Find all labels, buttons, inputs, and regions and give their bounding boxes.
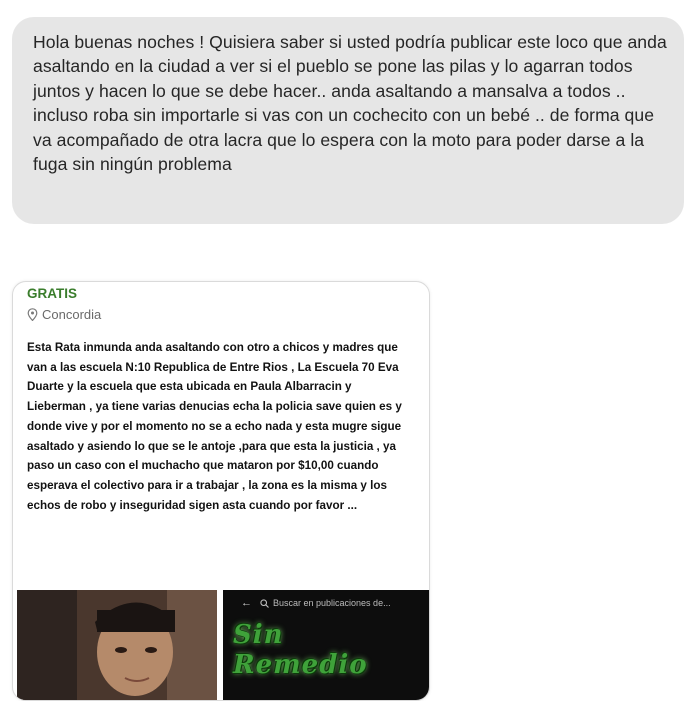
group-logo-text: Sin Remedio — [233, 620, 368, 680]
listing-description: Esta Rata inmunda anda asaltando con otro a chicos y madres que van a las escuela N:10 Republica de Entre Rios , La Escuela 70 Eva Duarte y la escuela que esta ubicada en Paula Albarracin y Lieberman , ya tiene varias denucias echa la policia save quien es y donde vive y por el momento no se a echo nada y esta mugre sigue asaltado y asiendo lo que se le antoje ,para que esta la justicia , ya paso un caso con el muchacho que mataron por $10,00 cuando esperava el colectivo para ir a trabajar , la zona es la misma y los echos de robo y inseguridad sigen asta cuando por favor ... — [27, 340, 402, 512]
listing-location-label: Concordia — [42, 307, 102, 322]
group-logo — [233, 620, 423, 680]
listing-photo[interactable] — [17, 590, 217, 701]
map-pin-icon — [27, 308, 38, 321]
screenshot-search-bar — [241, 597, 391, 609]
facebook-group-screenshot[interactable] — [223, 590, 429, 701]
marketplace-listing-card[interactable] — [12, 281, 430, 701]
message-text: Hola buenas noches ! Quisiera saber si usted podría publicar este loco que anda asaltando en la ciudad a ver si el pueblo se pone las pilas y lo agarran todos juntos y hacen lo que se debe hacer.. anda asaltando a mansalva a todos .. incluso roba sin importarle si vas con un cochecito con un bebé .. de forma que va acompañado de otra lacra que lo espera con la moto para poder darse a la fuga sin ningún problema — [33, 32, 667, 175]
listing-location — [27, 307, 101, 322]
listing-price: GRATIS — [27, 286, 77, 301]
back-arrow-icon: ← — [241, 597, 252, 609]
message-bubble — [12, 17, 684, 224]
search-icon — [260, 599, 269, 608]
person-photo-image — [17, 590, 217, 701]
screenshot-search-placeholder: Buscar en publicaciones de... — [273, 598, 391, 608]
